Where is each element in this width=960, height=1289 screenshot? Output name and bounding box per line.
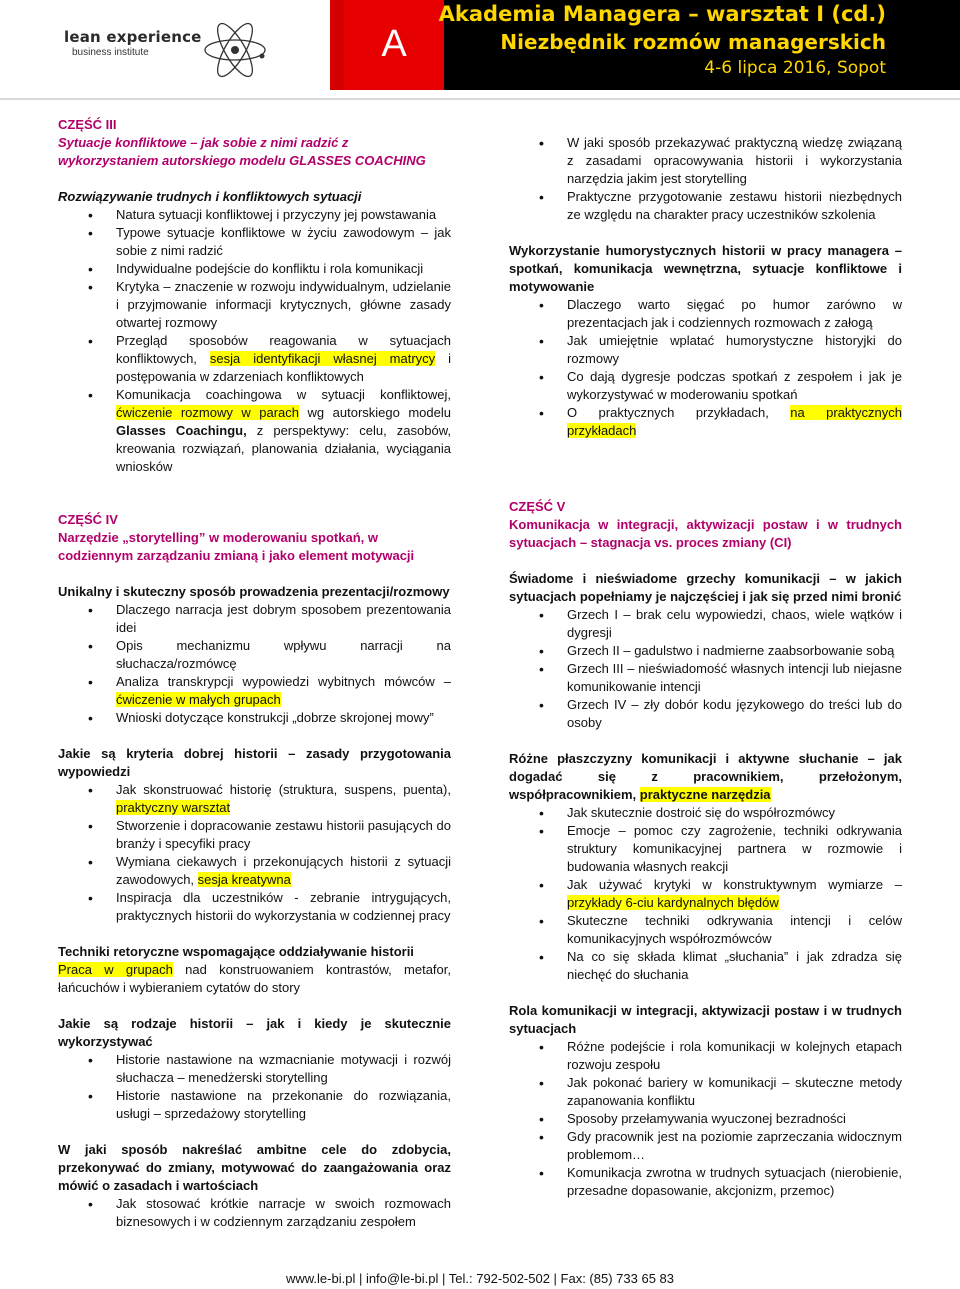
part-3-section <box>58 116 451 476</box>
list-item: • Gdy pracownik jest na poziomie zaprzeczania widocznym problemom… <box>509 1128 902 1164</box>
part-4-title: Narzędzie „storytelling” w moderowaniu spotkań, w codziennym zarządzaniu zmianą i jako element motywacji <box>58 530 415 563</box>
part-5-number: CZĘŚĆ V <box>509 499 566 514</box>
part-5-subheading-2: Różne płaszczyzny komunikacji i aktywne słuchanie – jak dogadać się z pracownikiem, przełożonym, współpracownikiem, praktyczne narzędzia <box>509 751 902 802</box>
list-item: • Grzech II – gadulstwo i nadmierne zaabsorbowanie sobą <box>509 642 902 660</box>
part-5-list-2 <box>509 804 902 984</box>
list-item: • O praktycznych przykładach, na praktycznych przykładach <box>509 404 902 440</box>
list-item: • Przegląd sposobów reagowania w sytuacjach konfliktowych, sesja identyfikacji własnej matrycy i postępowania w zdarzeniach konfliktowych <box>58 332 451 386</box>
highlighted-text: Praca w grupach <box>58 962 173 977</box>
list-item: • Co dają dygresje podczas spotkań z zespołem i jak je wykorzystywać w moderowaniu spotkań <box>509 368 902 404</box>
part-3-title: Sytuacje konfliktowe – jak sobie z nimi radzić z wykorzystaniem autorskiego modelu GLASSES COACHING <box>58 135 426 168</box>
list-item: • W jaki sposób przekazywać praktyczną wiedzę związaną z zasadami opracowywania historii i wykorzystania narzędzia jakim jest storytelling <box>509 134 902 188</box>
part-3-list <box>58 206 451 476</box>
part-5-list-3 <box>509 1038 902 1200</box>
list-item: • Natura sytuacji konfliktowej i przyczyny jej powstawania <box>58 206 451 224</box>
highlighted-text: praktyczne narzędzia <box>639 787 771 802</box>
list-item: • Typowe sytuacje konfliktowe w życiu zawodowym – jak sobie z nimi radzić <box>58 224 451 260</box>
part-5-list-1 <box>509 606 902 732</box>
list-item: • Emocje – pomoc czy zagrożenie, techniki odkrywania struktury komunikacyjnej partnera w rozmowie i budowania własnych reakcji <box>509 822 902 876</box>
list-item: • Dlaczego narracja jest dobrym sposobem prezentowania idei <box>58 601 451 637</box>
list-item: • Wnioski dotyczące konstrukcji „dobrze skrojonej mowy” <box>58 709 451 727</box>
list-item: • Jak skutecznie dostroić się do współrozmówcy <box>509 804 902 822</box>
highlighted-text: ćwiczenie rozmowy w parach <box>116 405 300 420</box>
list-item: • Jak używać krytyki w konstruktywnym wymiarze – przykłady 6-ciu kardynalnych błędów <box>509 876 902 912</box>
humor-list <box>509 296 902 440</box>
list-item: • Grzech III – nieświadomość własnych intencji lub niejasne komunikowanie intencji <box>509 660 902 696</box>
part-5-section <box>509 498 902 1200</box>
part-4-subheading-3: Techniki retoryczne wspomagające oddziaływanie historii <box>58 944 414 959</box>
part-4-subheading-5: W jaki sposób nakreślać ambitne cele do zdobycia, przekonywać do zmiany, motywować do zaangażowania oraz mówić o zasadach i wartościach <box>58 1142 451 1193</box>
part-3-number: CZĘŚĆ III <box>58 117 117 132</box>
header-subtitle: Niezbędnik rozmów managerskich <box>500 30 886 54</box>
highlighted-text: ćwiczenie w małych grupach <box>116 692 281 707</box>
header-date-place: 4-6 lipca 2016, Sopot <box>704 58 886 78</box>
atom-icon <box>192 16 278 80</box>
highlighted-text: przykłady 6-ciu kardynalnych błędów <box>567 895 779 910</box>
list-item: • Inspiracja dla uczestników - zebranie intrygujących, praktycznych historii do wykorzystania w codziennej pracy <box>58 889 451 925</box>
humor-subheading: Wykorzystanie humorystycznych historii w pracy managera – spotkań, komunikacja wewnętrzna, sytuacje konfliktowe i motywowanie <box>509 243 902 294</box>
part-4-list-1 <box>58 601 451 727</box>
logo-subtitle: business institute <box>72 47 149 58</box>
list-item: • Grzech IV – zły dobór kodu językowego do treści lub do osoby <box>509 696 902 732</box>
list-item: • Jak skonstruować historię (struktura, suspens, puenta), praktyczny warsztat <box>58 781 451 817</box>
part-5-subheading-1: Świadome i nieświadome grzechy komunikacji – w jakich sytuacjach popełniamy je najczęściej i jak się przed nimi bronić <box>509 571 902 604</box>
list-item: • Różne podejście i rola komunikacji w kolejnych etapach rozwoju zespołu <box>509 1038 902 1074</box>
list-item: • Na co się składa klimat „słuchania” i jak zdradza się niechęć do słuchania <box>509 948 902 984</box>
part-4-list-2 <box>58 781 451 925</box>
list-item: • Indywidualne podejście do konfliktu i rola komunikacji <box>58 260 451 278</box>
part-4-subheading-4: Jakie są rodzaje historii – jak i kiedy je skutecznie wykorzystywać <box>58 1016 451 1049</box>
highlighted-text: praktyczny warsztat <box>116 800 231 815</box>
list-item: • Stworzenie i dopracowanie zestawu historii pasujących do branży i specyfiki pracy <box>58 817 451 853</box>
list-item: • Skuteczne techniki odkrywania intencji i celów komunikacyjnych współrozmówców <box>509 912 902 948</box>
list-item: • Wymiana ciekawych i przekonujących historii z sytuacji zawodowych, sesja kreatywna <box>58 853 451 889</box>
list-item: • Praktyczne przygotowanie zestawu historii niezbędnych ze względu na charakter pracy uczestników szkolenia <box>509 188 902 224</box>
page-footer: www.le-bi.pl | info@le-bi.pl | Tel.: 792-502-502 | Fax: (85) 733 65 83 <box>285 1271 674 1286</box>
highlighted-text: sesja kreatywna <box>197 872 291 887</box>
list-item: • Historie nastawione na wzmacnianie motywacji i rozwój słuchacza – menedżerski storytelling <box>58 1051 451 1087</box>
part-4-section <box>58 511 451 1231</box>
list-item: • Opis mechanizmu wpływu narracji na słuchacza/rozmówcę <box>58 637 451 673</box>
page-header <box>0 0 960 98</box>
right-top-list <box>509 134 902 224</box>
part-4-list-4 <box>58 1051 451 1123</box>
list-item: • Dlaczego warto sięgać po humor zarówno w prezentacjach jak i codziennych rozmowach z załogą <box>509 296 902 332</box>
part-5-title: Komunikacja w integracji, aktywizacji postaw i w trudnych sytuacjach – stagnacja vs. proces zmiany (CI) <box>509 517 902 550</box>
list-item: • Krytyka – znaczenie w rozwoju indywidualnym, udzielanie i przyjmowanie informacji krytycznych, główne zasady otwartej rozmowy <box>58 278 451 332</box>
highlighted-text: sesja identyfikacji własnej matrycy <box>209 351 436 366</box>
header-divider <box>0 98 960 100</box>
list-item: • Sposoby przełamywania wyuczonej bezradności <box>509 1110 902 1128</box>
header-badge: A <box>344 0 444 90</box>
list-item: • Komunikacja zwrotna w trudnych sytuacjach (nierobienie, przesadne dopasowanie, akcjonizm, przemoc) <box>509 1164 902 1200</box>
header-title-block <box>438 0 960 90</box>
part-3-subheading: Rozwiązywanie trudnych i konfliktowych sytuacji <box>58 189 362 204</box>
list-item: • Komunikacja coachingowa w sytuacji konfliktowej, ćwiczenie rozmowy w parach wg autorskiego modelu Glasses Coachingu, z perspektywy: celu, zasobów, kreowania rozwiązań, planowania działania, wyciągania wniosków <box>58 386 451 476</box>
part-4-paragraph: Praca w grupach nad konstruowaniem kontrastów, metafor, łańcuchów i wybieraniem cytatów do story <box>58 962 451 995</box>
part-4-subheading-2: Jakie są kryteria dobrej historii – zasady przygotowania wypowiedzi <box>58 746 451 779</box>
highlighted-text: na praktycznych przykładach <box>567 405 902 438</box>
logo-name: lean experience <box>64 28 202 46</box>
part-5-subheading-3: Rola komunikacji w integracji, aktywizacji postaw i w trudnych sytuacjach <box>509 1003 902 1036</box>
list-item: • Jak umiejętnie wplatać humorystyczne historyjki do rozmowy <box>509 332 902 368</box>
list-item: • Analiza transkrypcji wypowiedzi wybitnych mówców – ćwiczenie w małych grupach <box>58 673 451 709</box>
company-logo <box>62 24 302 74</box>
header-title: Akademia Managera – warsztat I (cd.) <box>438 2 886 26</box>
part-4-list-5 <box>58 1195 451 1231</box>
part-4-subheading-1: Unikalny i skuteczny sposób prowadzenia prezentacji/rozmowy <box>58 584 450 599</box>
list-item: • Grzech I – brak celu wypowiedzi, chaos, wiele wątków i dygresji <box>509 606 902 642</box>
list-item: • Historie nastawione na przekonanie do rozwiązania, usługi – sprzedażowy storytelling <box>58 1087 451 1123</box>
right-top-section <box>509 134 902 440</box>
list-item: • Jak pokonać bariery w komunikacji – skuteczne metody zapanowania konfliktu <box>509 1074 902 1110</box>
part-4-number: CZĘŚĆ IV <box>58 512 118 527</box>
list-item: • Jak stosować krótkie narracje w swoich rozmowach biznesowych i w codziennym zarządzaniu zespołem <box>58 1195 451 1231</box>
